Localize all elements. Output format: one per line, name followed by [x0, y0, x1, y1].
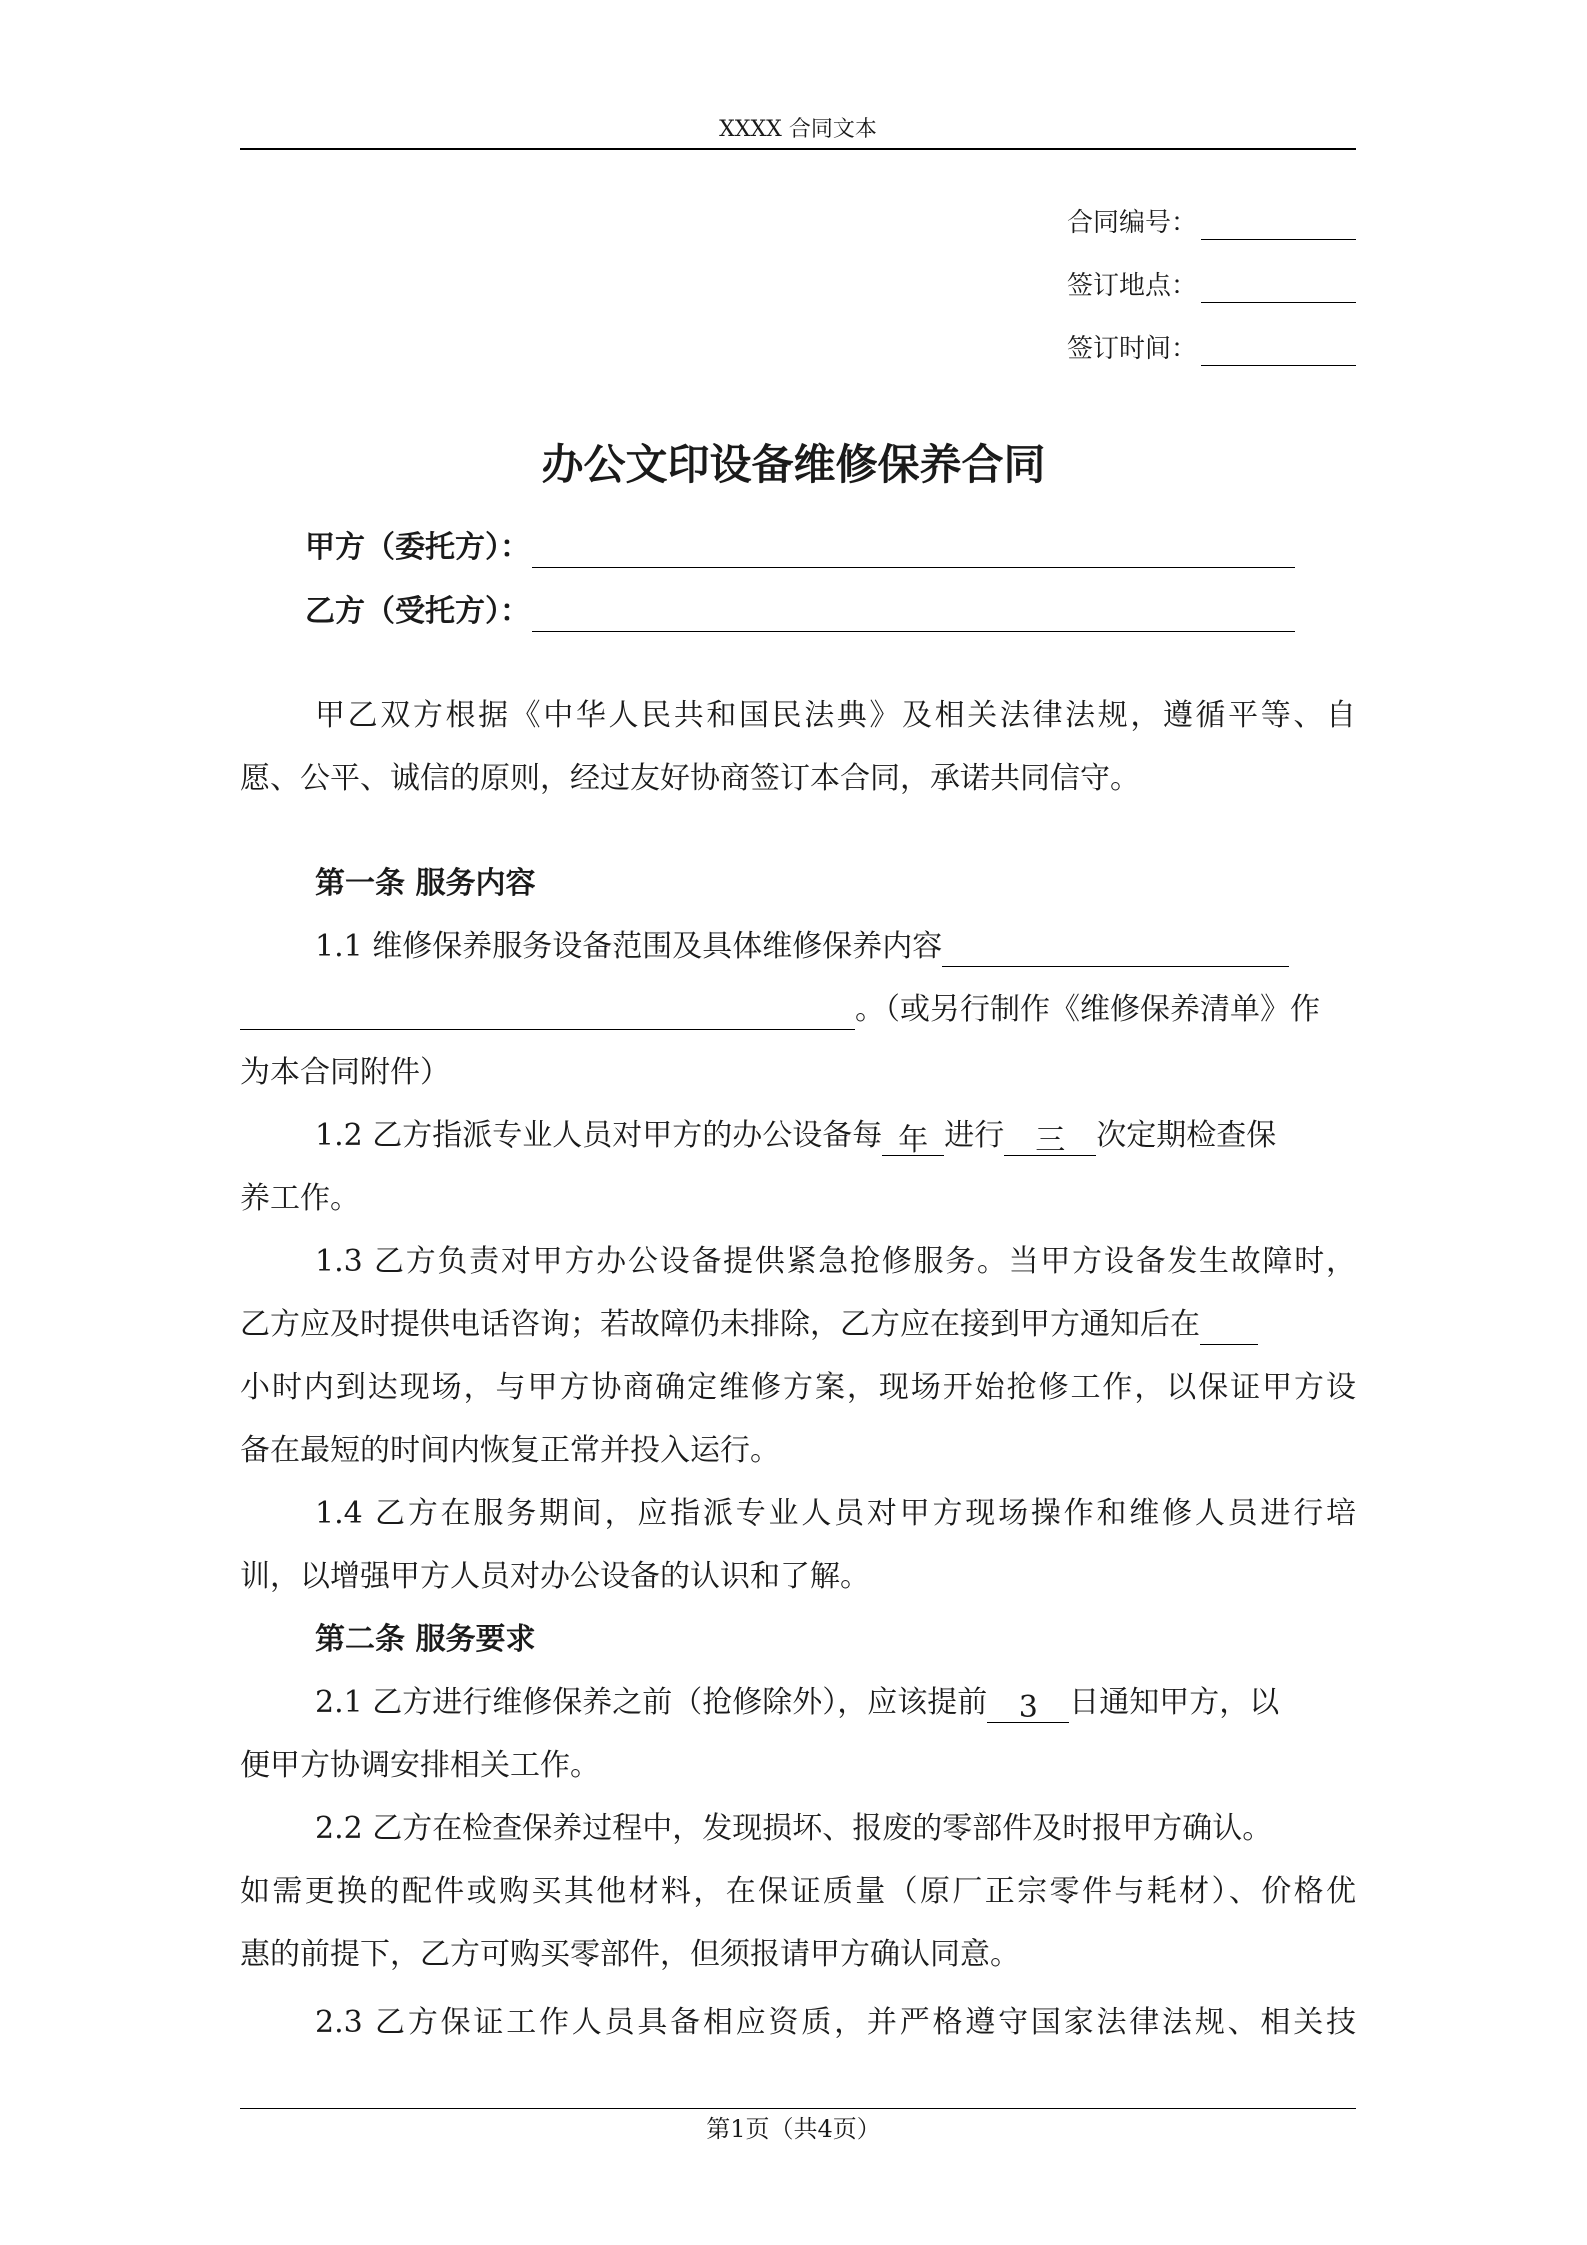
document-header	[240, 112, 1356, 150]
clause-1-3-line-4: 备在最短的时间内恢复正常并投入运行。	[240, 1433, 780, 1468]
party-a-label: 甲方（委托方）：	[305, 530, 530, 565]
signing-time-row	[1067, 332, 1356, 366]
clause-2-2-line-2: 如需更换的配件或购买其他材料，在保证质量（原厂正宗零件与耗材）、价格优	[240, 1874, 1356, 1909]
page-number: 第1页（共4页）	[706, 2115, 881, 2143]
clause-1-1-line-1	[315, 927, 1356, 967]
contract-number-row	[1067, 206, 1356, 240]
intro-line-1: 甲乙双方根据《中华人民共和国民法典》及相关法律法规，遵循平等、自	[315, 698, 1356, 733]
intro-line-2: 愿、公平、诚信的原则，经过友好协商签订本合同，承诺共同信守。	[240, 761, 1140, 796]
article-2-heading: 第二条 服务要求	[315, 1622, 536, 1657]
clause-1-3-text-b: 乙方应及时提供电话咨询；若故障仍未排除，乙方应在接到甲方通知后在	[240, 1307, 1200, 1342]
clause-1-3-line-3: 小时内到达现场，与甲方协商确定维修方案，现场开始抢修工作，以保证甲方设	[240, 1370, 1356, 1405]
header-doc-type: XXXX 合同文本	[719, 117, 877, 142]
signing-time-label: 签订时间：	[1066, 334, 1197, 364]
signing-place-label: 签订地点：	[1066, 271, 1197, 301]
clause-1-1-line-3: 为本合同附件）	[240, 1055, 450, 1090]
signing-place-blank	[1201, 272, 1356, 303]
contract-number-blank	[1201, 209, 1356, 240]
footer-divider	[240, 2108, 1356, 2109]
clause-1-3-line-2	[240, 1305, 1356, 1345]
signing-time-blank	[1201, 335, 1356, 366]
clause-1-2-text-b: 进行	[944, 1118, 1005, 1153]
clause-2-1-line-1	[315, 1683, 1356, 1723]
clause-2-2-line-1: 2.2 乙方在检查保养过程中，发现损坏、报废的零部件及时报甲方确认。	[315, 1811, 1273, 1846]
clause-1-4-line-2: 训，以增强甲方人员对办公设备的认识和了解。	[240, 1559, 870, 1594]
inspection-period-value: 年	[882, 1121, 944, 1156]
clause-2-3-line-1: 2.3 乙方保证工作人员具备相应资质，并严格遵守国家法律法规、相关技	[315, 2005, 1356, 2040]
contract-title: 办公文印设备维修保养合同	[541, 440, 1046, 489]
contract-number-label: 合同编号：	[1066, 208, 1197, 238]
party-b-blank	[532, 601, 1295, 632]
notice-days-value: 3	[987, 1688, 1069, 1723]
clause-2-1-text-a: 2.1 乙方进行维修保养之前（抢修除外），应该提前	[315, 1685, 988, 1720]
arrival-hours-blank	[1200, 1310, 1258, 1345]
clause-2-1-text-b: 日通知甲方，以	[1069, 1685, 1280, 1720]
party-b-label: 乙方（受托方）：	[305, 594, 530, 629]
service-scope-blank-2	[240, 995, 855, 1030]
party-b-row	[305, 592, 1295, 632]
service-scope-blank	[942, 932, 1289, 967]
inspection-times-value: 三	[1004, 1121, 1096, 1156]
clause-1-3-line-1: 1.3 乙方负责对甲方办公设备提供紧急抢修服务。当甲方设备发生故障时，	[315, 1244, 1356, 1279]
clause-1-2-line-1	[315, 1116, 1356, 1156]
clause-2-2-line-3: 惠的前提下，乙方可购买零部件，但须报请甲方确认同意。	[240, 1937, 1020, 1972]
clause-1-1-text: 1.1 维修保养服务设备范围及具体维修保养内容	[315, 929, 943, 964]
article-1-heading: 第一条 服务内容	[315, 866, 536, 901]
clause-1-2-line-2: 养工作。	[240, 1181, 360, 1216]
clause-1-2-text-a: 1.2 乙方指派专业人员对甲方的办公设备每	[315, 1118, 883, 1153]
clause-2-1-line-2: 便甲方协调安排相关工作。	[240, 1748, 600, 1783]
party-a-blank	[532, 537, 1295, 568]
signing-place-row	[1067, 269, 1356, 303]
party-a-row	[305, 528, 1295, 568]
clause-1-1-text-2: 。（或另行制作《维修保养清单》作	[855, 992, 1320, 1027]
clause-1-1-line-2	[240, 990, 1356, 1030]
clause-1-4-line-1: 1.4 乙方在服务期间，应指派专业人员对甲方现场操作和维修人员进行培	[315, 1496, 1356, 1531]
clause-1-2-text-c: 次定期检查保	[1096, 1118, 1277, 1153]
